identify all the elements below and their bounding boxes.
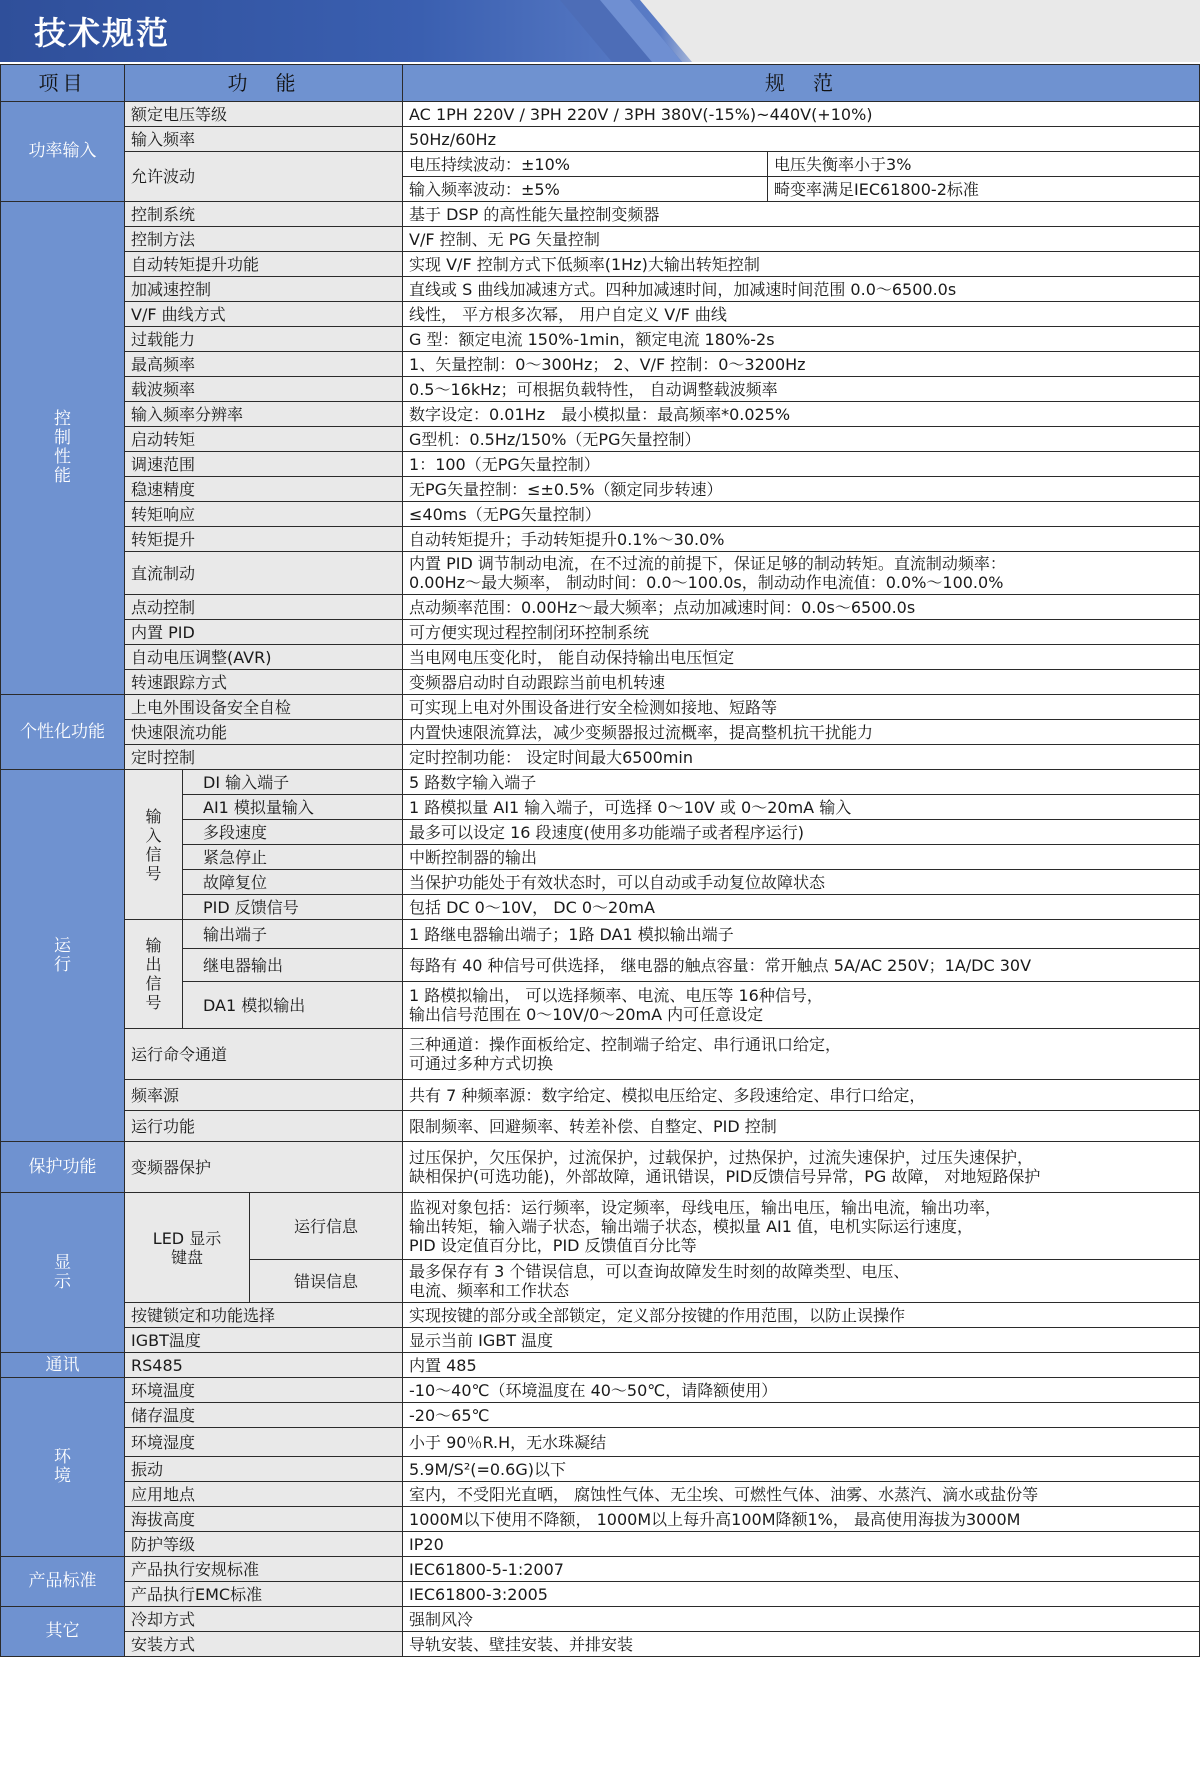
table-row [1,1403,1200,1428]
spec-value: 三种通道：操作面板给定、控制端子给定、串行通讯口给定， 可通过多种方式切换 [403,1029,1200,1080]
function-name: 上电外围设备安全自检 [125,695,403,720]
function-name: 输出端子 [183,920,403,949]
table-row [1,502,1200,527]
function-name: 载波频率 [125,377,403,402]
table-row [1,1111,1200,1142]
table-row [1,102,1200,127]
spec-value: 最多保存有 3 个错误信息，可以查询故障发生时刻的故障类型、电压、 电流、频率和工作状态 [403,1260,1200,1303]
spec-value: 显示当前 IGBT 温度 [403,1328,1200,1353]
page-header [0,0,1200,62]
spec-value: 无PG矢量控制：≤±0.5%（额定同步转速） [403,477,1200,502]
table-row [1,202,1200,227]
function-name: DA1 模拟输出 [183,982,403,1029]
function-name: 海拔高度 [125,1507,403,1532]
table-row [1,1428,1200,1457]
category-control: 控 制 性 能 [1,202,125,695]
spec-value: 实现 V/F 控制方式下低频率(1Hz)大输出转矩控制 [403,252,1200,277]
spec-value: 可实现上电对外围设备进行安全检测如接地、短路等 [403,695,1200,720]
table-row [1,595,1200,620]
function-name: 运行命令通道 [125,1029,403,1080]
table-header-row [1,65,1200,102]
spec-value: 中断控制器的输出 [403,845,1200,870]
spec-value: 点动频率范围：0.00Hz～最大频率；点动加减速时间：0.0s～6500.0s [403,595,1200,620]
table-row [1,1557,1200,1582]
function-name: 应用地点 [125,1482,403,1507]
spec-value: 1、矢量控制：0～300Hz； 2、V/F 控制：0～3200Hz [403,352,1200,377]
spec-value: 5.9M/S²(=0.6G)以下 [403,1457,1200,1482]
function-name: 继电器输出 [183,949,403,982]
spec-value: 畸变率满足IEC61800-2标准 [768,177,1200,202]
table-row [1,452,1200,477]
function-name: IGBT温度 [125,1328,403,1353]
table-row [1,645,1200,670]
function-name: 转速跟踪方式 [125,670,403,695]
table-row [1,1507,1200,1532]
function-name: AI1 模拟量输入 [183,795,403,820]
function-name: 额定电压等级 [125,102,403,127]
spec-table [0,64,1200,1657]
table-row [1,227,1200,252]
function-name: V/F 曲线方式 [125,302,403,327]
function-name: 按键锁定和功能选择 [125,1303,403,1328]
spec-value: G 型：额定电流 150%-1min，额定电流 180%-2s [403,327,1200,352]
table-row [1,1378,1200,1403]
spec-value: 强制风冷 [403,1607,1200,1632]
function-name: 产品执行EMC标准 [125,1582,403,1607]
category-display: 显 示 [1,1193,125,1353]
spec-value: IEC61800-3:2005 [403,1582,1200,1607]
spec-value: 50Hz/60Hz [403,127,1200,152]
spec-value: 内置快速限流算法，减少变频器报过流概率，提高整机抗干扰能力 [403,720,1200,745]
table-row [1,352,1200,377]
category-run: 运 行 [1,770,125,1142]
table-row [1,1328,1200,1353]
spec-value: 实现按键的部分或全部锁定，定义部分按键的作用范围，以防止误操作 [403,1303,1200,1328]
table-row [1,252,1200,277]
spec-value: 监视对象包括：运行频率，设定频率，母线电压，输出电压，输出电流，输出功率， 输出转矩，输入端子状态，输出端子状态，模拟量 AI1 值，电机实际运行速度， PID 设定值百分比，PID 反馈值百分比等 [403,1193,1200,1260]
function-name: 产品执行安规标准 [125,1557,403,1582]
led-keypad-label: LED 显示 键盘 [125,1193,250,1303]
spec-value: 0.5～16kHz；可根据负载特性， 自动调整载波频率 [403,377,1200,402]
header-gray-panel [640,0,1200,62]
spec-value: 最多可以设定 16 段速度(使用多功能端子或者程序运行) [403,820,1200,845]
spec-value: IP20 [403,1532,1200,1557]
spec-value: 当电网电压变化时， 能自动保持输出电压恒定 [403,645,1200,670]
spec-value: 电压失衡率小于3% [768,152,1200,177]
table-row [1,1029,1200,1080]
function-name: 控制系统 [125,202,403,227]
spec-value: 电压持续波动：±10% [403,152,768,177]
table-row [1,1193,1200,1260]
spec-value: 导轨安装、壁挂安装、并排安装 [403,1632,1200,1657]
table-row [1,527,1200,552]
function-name: 变频器保护 [125,1142,403,1193]
spec-value: G型机：0.5Hz/150%（无PG矢量控制） [403,427,1200,452]
spec-value: 当保护功能处于有效状态时，可以自动或手动复位故障状态 [403,870,1200,895]
function-name: 转矩提升 [125,527,403,552]
spec-value: 5 路数字输入端子 [403,770,1200,795]
function-name: 最高频率 [125,352,403,377]
function-name: 过载能力 [125,327,403,352]
function-name: 快速限流功能 [125,720,403,745]
table-row [1,1303,1200,1328]
function-name: 自动电压调整(AVR) [125,645,403,670]
function-name: 运行功能 [125,1111,403,1142]
function-name: 环境温度 [125,1378,403,1403]
spec-value: IEC61800-5-1:2007 [403,1557,1200,1582]
function-name: 允许波动 [125,152,403,202]
column-header-item: 项目 [1,65,125,102]
function-name: 频率源 [125,1080,403,1111]
function-name: 点动控制 [125,595,403,620]
function-name: 自动转矩提升功能 [125,252,403,277]
function-name: 故障复位 [183,870,403,895]
function-name: 安装方式 [125,1632,403,1657]
table-row [1,477,1200,502]
function-name: 内置 PID [125,620,403,645]
table-row [1,695,1200,720]
spec-value: 共有 7 种频率源：数字给定、模拟电压给定、多段速给定、串行口给定， [403,1080,1200,1111]
function-name: 定时控制 [125,745,403,770]
function-name: DI 输入端子 [183,770,403,795]
page-title: 技术规范 [34,14,171,52]
spec-value: 内置 PID 调节制动电流，在不过流的前提下，保证足够的制动转矩。直流制动频率： 0.00Hz～最大频率， 制动时间：0.0～100.0s，制动动作电流值：0.0%～100.0% [403,552,1200,595]
spec-value: 基于 DSP 的高性能矢量控制变频器 [403,202,1200,227]
function-name: 输入频率分辨率 [125,402,403,427]
column-header-spec: 规 范 [403,65,1200,102]
table-row [1,377,1200,402]
function-name: PID 反馈信号 [183,895,403,920]
spec-value: AC 1PH 220V / 3PH 220V / 3PH 380V(-15%)~440V(+10%) [403,102,1200,127]
spec-value: 内置 485 [403,1353,1200,1378]
function-name: 储存温度 [125,1403,403,1428]
spec-value: 可方便实现过程控制闭环控制系统 [403,620,1200,645]
table-row [1,620,1200,645]
function-name: 转矩响应 [125,502,403,527]
function-name: 启动转矩 [125,427,403,452]
function-name: 输入频率 [125,127,403,152]
spec-value: 每路有 40 种信号可供选择， 继电器的触点容量：常开触点 5A/AC 250V；1A/DC 30V [403,949,1200,982]
category-protection: 保护功能 [1,1142,125,1193]
spec-value: 变频器启动时自动跟踪当前电机转速 [403,670,1200,695]
spec-value: 定时控制功能： 设定时间最大6500min [403,745,1200,770]
spec-value: 数字设定：0.01Hz 最小模拟量：最高频率*0.025% [403,402,1200,427]
function-name: 冷却方式 [125,1607,403,1632]
spec-value: -10～40℃（环境温度在 40～50℃，请降额使用） [403,1378,1200,1403]
table-row [1,1632,1200,1657]
spec-value: 限制频率、回避频率、转差补偿、自整定、PID 控制 [403,1111,1200,1142]
spec-value: 1 路模拟输出， 可以选择频率、电流、电压等 16种信号， 输出信号范围在 0～10V/0～20mA 内可任意设定 [403,982,1200,1029]
function-name: RS485 [125,1353,403,1378]
table-row [1,1353,1200,1378]
table-row [1,745,1200,770]
function-name: 加减速控制 [125,277,403,302]
table-row [1,277,1200,302]
function-name: 运行信息 [250,1193,403,1260]
function-name: 直流制动 [125,552,403,595]
table-row [1,920,1200,949]
spec-value: 1 路模拟量 AI1 输入端子，可选择 0～10V 或 0～20mA 输入 [403,795,1200,820]
spec-value: 自动转矩提升；手动转矩提升0.1%～30.0% [403,527,1200,552]
function-name: 振动 [125,1457,403,1482]
table-row [1,670,1200,695]
table-row [1,302,1200,327]
category-power-input: 功率输入 [1,102,125,202]
function-name: 环境湿度 [125,1428,403,1457]
category-environment: 环 境 [1,1378,125,1557]
table-row [1,1482,1200,1507]
output-signal-group: 输 出 信 号 [125,920,183,1029]
function-name: 调速范围 [125,452,403,477]
table-row [1,552,1200,595]
function-name: 紧急停止 [183,845,403,870]
category-communication: 通讯 [1,1353,125,1378]
spec-value: 1000M以下使用不降额， 1000M以上每升高100M降额1%， 最高使用海拔为3000M [403,1507,1200,1532]
table-row [1,402,1200,427]
table-row [1,327,1200,352]
spec-value: 过压保护，欠压保护，过流保护，过载保护，过热保护，过流失速保护，过压失速保护， 缺相保护(可选功能)，外部故障，通讯错误，PID反馈信号异常，PG 故障， 对地短路保护 [403,1142,1200,1193]
table-row [1,152,1200,177]
table-row [1,1080,1200,1111]
spec-value: 小于 90％R.H，无水珠凝结 [403,1428,1200,1457]
table-row [1,1607,1200,1632]
category-personalization: 个性化功能 [1,695,125,770]
spec-value: 1 路继电器输出端子；1路 DA1 模拟输出端子 [403,920,1200,949]
spec-value: 室内，不受阳光直晒， 腐蚀性气体、无尘埃、可燃性气体、油雾、水蒸汽、滴水或盐份等 [403,1482,1200,1507]
function-name: 多段速度 [183,820,403,845]
function-name: 控制方法 [125,227,403,252]
table-row [1,1582,1200,1607]
table-row [1,1457,1200,1482]
function-name: 错误信息 [250,1260,403,1303]
input-signal-group: 输 入 信 号 [125,770,183,920]
spec-value: -20～65℃ [403,1403,1200,1428]
spec-value: ≤40ms（无PG矢量控制） [403,502,1200,527]
spec-value: 直线或 S 曲线加减速方式。四种加减速时间，加减速时间范围 0.0～6500.0s [403,277,1200,302]
spec-value: 输入频率波动：±5% [403,177,768,202]
table-row [1,720,1200,745]
table-row [1,427,1200,452]
function-name: 防护等级 [125,1532,403,1557]
table-row [1,770,1200,795]
table-row [1,1532,1200,1557]
function-name: 稳速精度 [125,477,403,502]
table-row [1,127,1200,152]
category-standards: 产品标准 [1,1557,125,1607]
spec-value: 线性， 平方根多次幂， 用户自定义 V/F 曲线 [403,302,1200,327]
spec-value: 包括 DC 0～10V， DC 0～20mA [403,895,1200,920]
spec-value: 1：100（无PG矢量控制） [403,452,1200,477]
spec-value: V/F 控制、无 PG 矢量控制 [403,227,1200,252]
column-header-function: 功 能 [125,65,403,102]
category-other: 其它 [1,1607,125,1657]
table-row [1,1142,1200,1193]
